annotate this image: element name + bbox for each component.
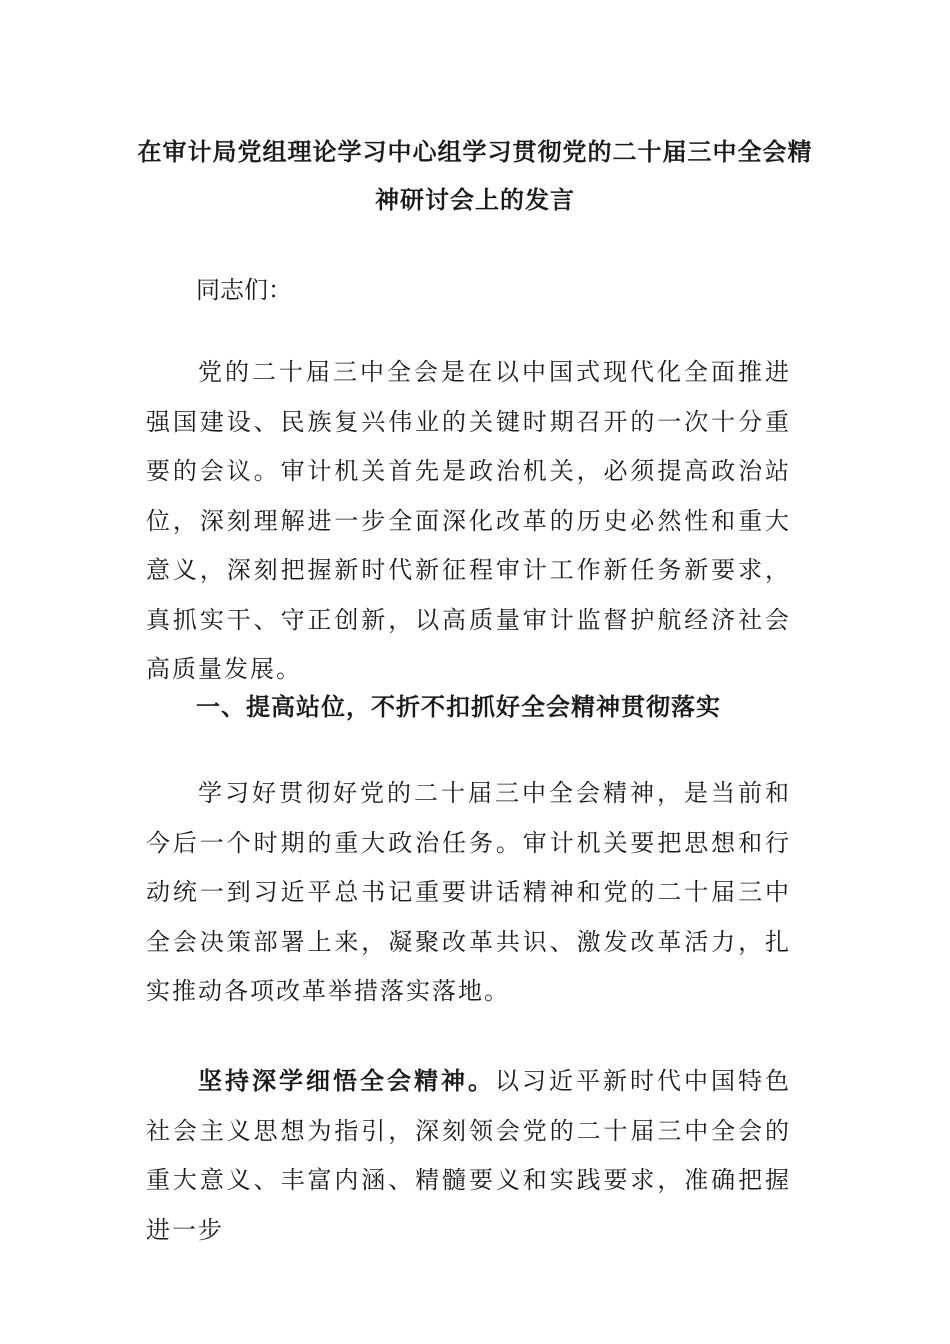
- greeting: 同志们：: [196, 276, 292, 304]
- paragraph-intro: 党的二十届三中全会是在以中国式现代化全面推进强国建设、民族复兴伟业的关键时期召开的一次十分重要的会议。审计机关首先是政治机关，必须提高政治站位，深刻理解进一步全面深化改革的历史必然性和重大意义，深刻把握新时代新征程审计工作新任务新要求，真抓实干、守正创新，以高质量审计监督护航经济社会高质量发展。: [146, 358, 791, 683]
- paragraph-section1: 学习好贯彻好党的二十届三中全会精神，是当前和今后一个时期的重大政治任务。审计机关要把思想和行动统一到习近平总书记重要讲话精神和党的二十届三中全会决策部署上来，凝聚改革共识、激发改革活力，扎实推动各项改革举措落实落地。: [146, 779, 791, 1005]
- section-heading-1: 一、提高站位，不折不扣抓好全会精神贯彻落实: [196, 692, 721, 721]
- paragraph-study: [146, 1056, 791, 1255]
- paragraph-body: 以习近平新时代中国特色社会主义思想为指引，深刻领会党的二十届三中全会的重大意义、丰富内涵、精髓要义和实践要求，准确把握进一步: [146, 1067, 791, 1244]
- document-title: 在审计局党组理论学习中心组学习贯彻党的二十届三中全会精神研讨会上的发言: [137, 137, 813, 214]
- paragraph-lead: 坚持深学细悟全会精神。: [198, 1066, 495, 1095]
